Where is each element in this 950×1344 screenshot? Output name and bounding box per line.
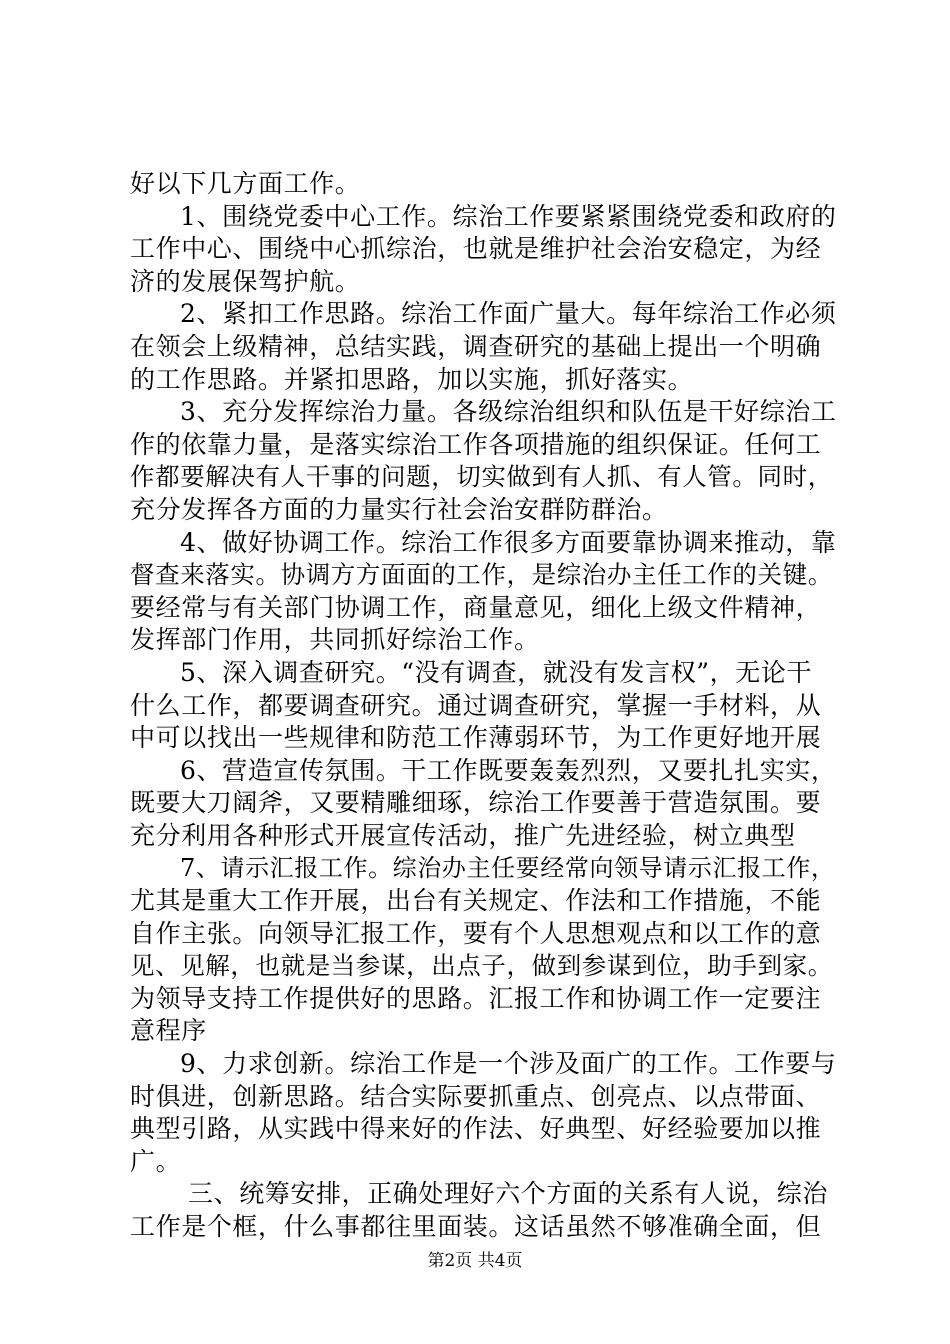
text-line: 三、统筹安排，正确处理好六个方面的关系有人说，综治 — [188, 1179, 829, 1209]
page-footer: 第2页 共4页 — [427, 1251, 523, 1271]
text-line: 发挥部门作用，共同抓好综治工作。 — [130, 625, 540, 655]
text-line: 要经常与有关部门协调工作，商量意见，细化上级文件精神， — [130, 592, 822, 622]
text-line: 在领会上级精神，总结实践，调查研究的基础上提出一个明确 — [130, 331, 822, 361]
text-line: 3、充分发挥综治力量。各级综治组织和队伍是干好综治工 — [180, 397, 837, 427]
text-line: 1、围绕党委中心工作。综治工作要紧紧围绕党委和政府的 — [180, 201, 837, 231]
text-line: 4、做好协调工作。综治工作很多方面要靠协调来推动，靠 — [180, 527, 837, 557]
text-line: 2、紧扣工作思路。综治工作面广量大。每年综治工作必须 — [180, 299, 837, 329]
text-line: 既要大刀阔斧，又要精雕细琢，综治工作要善于营造氛围。要 — [130, 788, 822, 818]
text-line: 广。 — [130, 1146, 182, 1176]
text-line: 工作中心、围绕中心抓综治，也就是维护社会治安稳定，为经 — [130, 234, 822, 264]
text-line: 尤其是重大工作开展，出台有关规定、作法和工作措施，不能 — [130, 886, 822, 916]
body-text — [130, 168, 836, 1244]
text-line: 作的依靠力量，是落实综治工作各项措施的组织保证。任何工 — [130, 429, 822, 459]
text-line: 什么工作，都要调查研究。通过调查研究，掌握一手材料，从 — [130, 690, 822, 720]
text-line: 为领导支持工作提供好的思路。汇报工作和协调工作一定要注 — [130, 983, 822, 1013]
text-line: 6、营造宣传氛围。干工作既要轰轰烈烈，又要扎扎实实， — [180, 755, 837, 785]
text-line: 9、力求创新。综治工作是一个涉及面广的工作。工作要与 — [180, 1049, 837, 1079]
text-line: 工作是个框，什么事都往里面装。这话虽然不够准确全面，但 — [130, 1212, 822, 1241]
text-line: 意程序 — [130, 1016, 207, 1046]
text-line: 作都要解决有人干事的问题，切实做到有人抓、有人管。同时， — [130, 462, 833, 492]
text-line: 中可以找出一些规律和防范工作薄弱环节，为工作更好地开展 — [130, 723, 822, 753]
text-line: 典型引路，从实践中得来好的作法、好典型、好经验要加以推 — [130, 1114, 822, 1144]
text-line: 充分利用各种形式开展宣传活动，推广先进经验，树立典型 — [130, 820, 796, 850]
text-line: 7、请示汇报工作。综治办主任要经常向领导请示汇报工作， — [180, 854, 836, 883]
text-line: 见、见解，也就是当参谋，出点子，做到参谋到位，助手到家。 — [130, 951, 833, 981]
text-line: 时俱进，创新思路。结合实际要抓重点、创亮点、以点带面、 — [130, 1081, 822, 1111]
text-line: 充分发挥各方面的力量实行社会治安群防群治。 — [130, 494, 668, 524]
text-line: 5、深入调查研究。“没有调查，就没有发言权”，无论干 — [180, 657, 813, 687]
text-line: 好以下几方面工作。 — [130, 169, 361, 198]
text-line: 督查来落实。协调方方面面的工作，是综治办主任工作的关键。 — [130, 560, 833, 590]
text-line: 济的发展保驾护航。 — [130, 266, 361, 296]
text-line: 的工作思路。并紧扣思路，加以实施，抓好落实。 — [130, 364, 694, 394]
text-line: 自作主张。向领导汇报工作，要有个人思想观点和以工作的意 — [130, 918, 822, 948]
